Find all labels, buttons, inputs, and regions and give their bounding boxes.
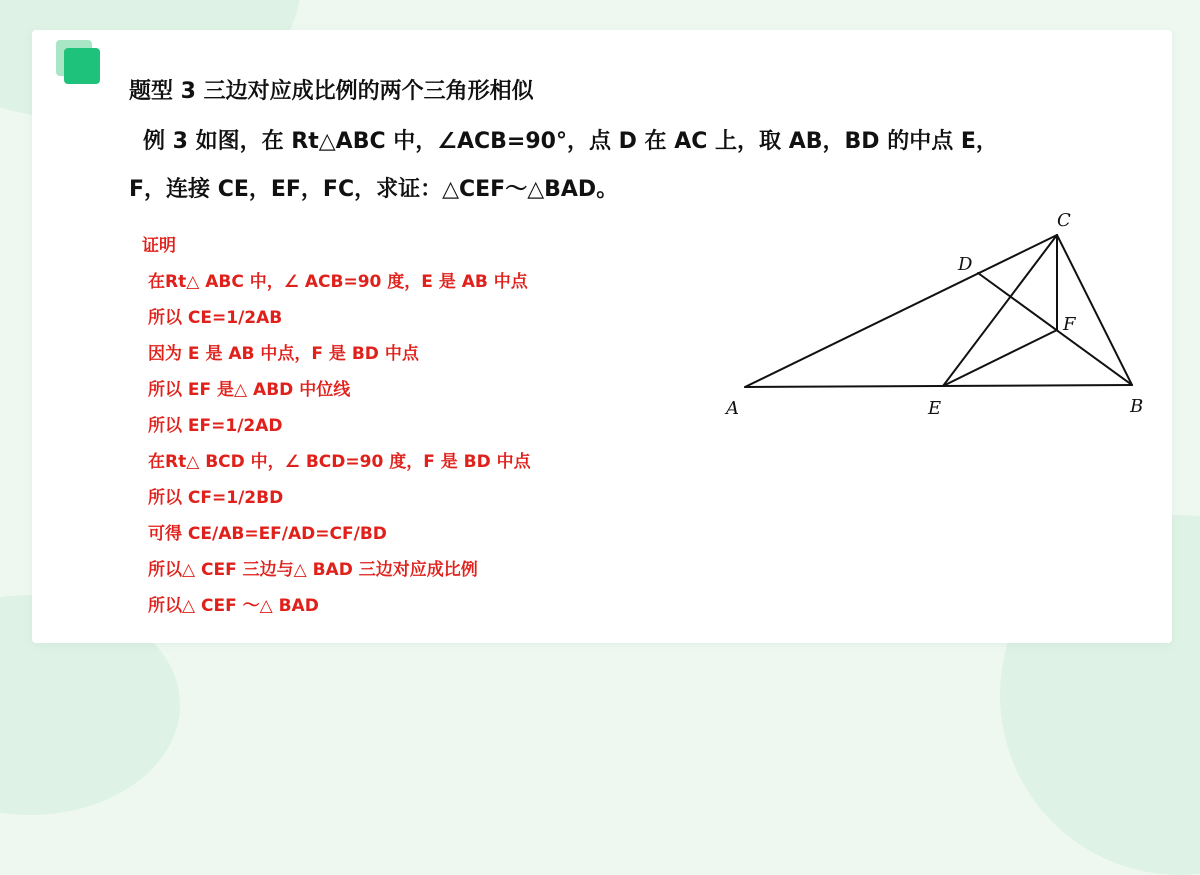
slide-title: 题型 3 三边对应成比例的两个三角形相似 [129,79,534,104]
proof-line: 所以 CE=1/2AB [148,308,283,328]
point-label-a: A [726,398,739,419]
layered-squares-icon [54,38,102,86]
segment-bc [1057,235,1132,385]
proof-line: 所以 EF 是△ ABD 中位线 [148,380,351,400]
problem-line-1: 例 3 如图，在 Rt△ABC 中，∠ACB=90°，点 D 在 AC 上，取 AB，BD 的中点 E， [143,129,998,154]
point-label-f: F [1063,314,1076,335]
point-label-c: C [1057,210,1071,231]
proof-line: 所以 EF=1/2AD [148,416,283,436]
proof-line: 所以△ CEF ～△ BAD [148,596,319,616]
problem-line-2: F，连接 CE，EF，FC，求证：△CEF～△BAD。 [129,177,619,202]
segment-bd [978,273,1132,385]
proof-line: 因为 E 是 AB 中点，F 是 BD 中点 [148,344,419,364]
proof-line: 在Rt△ BCD 中，∠ BCD=90 度，F 是 BD 中点 [148,452,531,472]
segment-ef [943,330,1057,386]
segment-ac [745,235,1057,387]
proof-line: 所以△ CEF 三边与△ BAD 三边对应成比例 [148,560,478,580]
segment-ab [745,385,1132,387]
proof-block [140,228,531,624]
point-label-e: E [928,398,942,419]
proof-line: 可得 CE/AB=EF/AD=CF/BD [148,524,387,544]
point-label-d: D [958,254,973,275]
proof-heading: 证明 [142,236,176,256]
point-label-b: B [1130,396,1144,417]
proof-line: 在Rt△ ABC 中，∠ ACB=90 度，E 是 AB 中点 [148,272,528,292]
geometry-figure [715,200,1165,430]
proof-line: 所以 CF=1/2BD [148,488,284,508]
